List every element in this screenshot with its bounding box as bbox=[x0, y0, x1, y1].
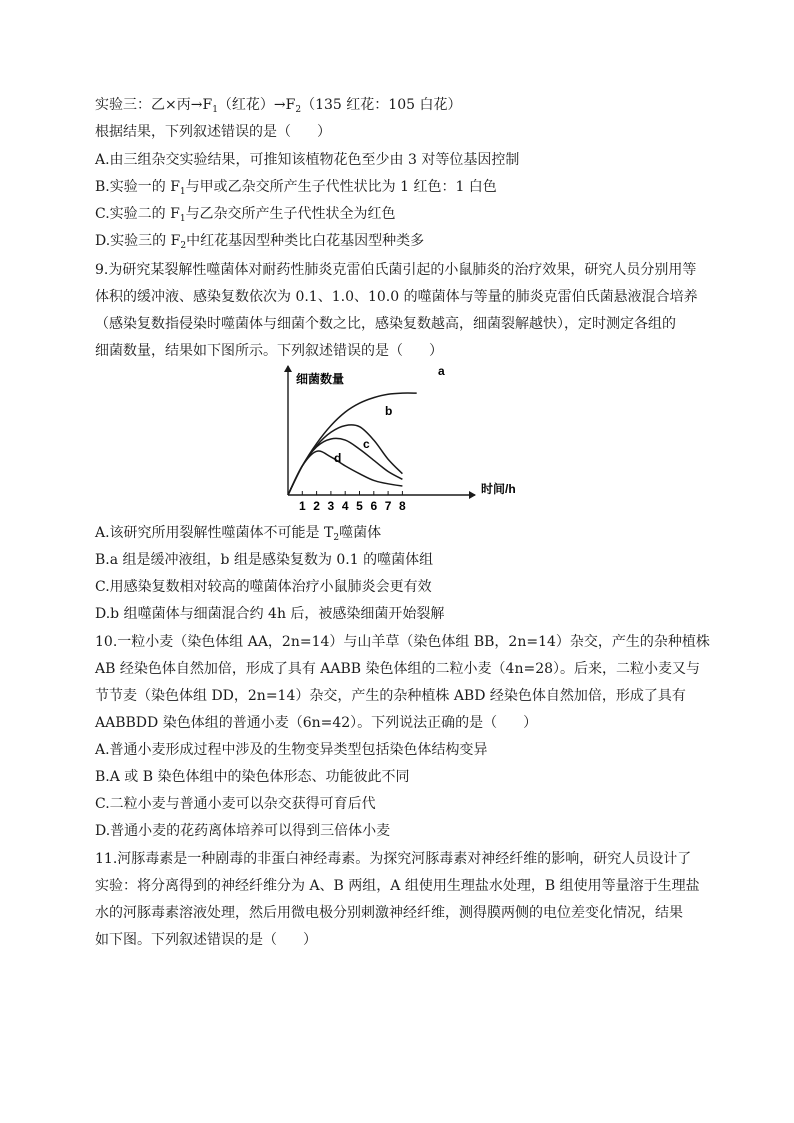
q8-stem-end: ） bbox=[317, 124, 331, 140]
q10-line-4 bbox=[95, 713, 705, 733]
x-tick-label-8: 8 bbox=[399, 499, 406, 513]
q9-a-pre: A.该研究所用裂解性噬菌体不可能是 T bbox=[95, 525, 334, 541]
exp3-end: （135 红花：105 白花） bbox=[301, 97, 462, 113]
x-axis-label: 时间/h bbox=[481, 482, 516, 496]
q8-c-post: 与乙杂交所产生子代性状全为红色 bbox=[185, 206, 396, 222]
q10-option-b: B.A 或 B 染色体组中的染色体形态、功能彼此不同 bbox=[95, 769, 410, 785]
q8-b-sub: 1 bbox=[179, 187, 186, 197]
x-tick-label-7: 7 bbox=[384, 499, 392, 513]
q8-stem-text: 根据结果，下列叙述错误的是（ bbox=[95, 124, 291, 140]
q8-d-sub: 2 bbox=[180, 241, 187, 251]
x-tick-label-1: 1 bbox=[298, 499, 306, 513]
series-label-a: a bbox=[438, 364, 445, 378]
q11-line-1: 11.河豚毒素是一种剧毒的非蛋白神经毒素。为探究河豚毒素对神经纤维的影响，研究人员设计了 bbox=[95, 851, 692, 867]
q11-line-3: 水的河豚毒素溶液处理，然后用微电极分别刺激神经纤维，测得膜两侧的电位差变化情况，结果 bbox=[95, 905, 683, 921]
q11-l4-text: 如下图。下列叙述错误的是（ bbox=[95, 932, 277, 948]
q9-a-post: 噬菌体 bbox=[339, 525, 382, 541]
q11-line-4 bbox=[95, 930, 705, 950]
q9-l4-text: 细菌数量，结果如下图所示。下列叙述错误的是（ bbox=[95, 343, 403, 359]
q10-l4-text: AABBDD 染色体组的普通小麦（6n=42）。下列说法正确的是（ bbox=[95, 715, 498, 731]
x-ticks bbox=[299, 491, 406, 513]
q10-l4-end: ） bbox=[523, 715, 538, 731]
q11-l4-end: ） bbox=[303, 932, 317, 948]
q8-stem bbox=[95, 122, 705, 142]
exp3-label: 实验三：乙×丙→F bbox=[95, 97, 213, 113]
exp3-mid: （红花）→F bbox=[217, 97, 296, 113]
bacteria-count-chart bbox=[275, 362, 516, 513]
chart-svg bbox=[275, 362, 516, 513]
q10-option-c: C.二粒小麦与普通小麦可以杂交获得可育后代 bbox=[95, 796, 376, 812]
q9-line-2: 体积的缓冲液、感染复数依次为 0.1、1.0、10.0 的噬菌体与等量的肺炎克雷伯氏菌悬液混合培养 bbox=[95, 289, 698, 305]
q9-option-c: C.用感染复数相对较高的噬菌体治疗小鼠肺炎会更有效 bbox=[95, 579, 432, 595]
q8-b-pre: B.实验一的 F bbox=[95, 179, 180, 195]
q8-c-pre: C.实验二的 F bbox=[95, 206, 180, 222]
q10-line-2: AB 经染色体自然加倍，形成了具有 AABB 染色体组的二粒小麦（4n=28）。后来，二粒小麦又与 bbox=[95, 661, 701, 677]
q9-line-4 bbox=[95, 341, 705, 361]
q10-line-3: 节节麦（染色体组 DD，2n=14）杂交，产生的杂种植株 ABD 经染色体自然加倍，形成了具有 bbox=[95, 688, 686, 704]
q10-option-d: D.普通小麦的花药离体培养可以得到三倍体小麦 bbox=[95, 823, 391, 839]
series-label-c: c bbox=[363, 437, 370, 451]
sub-2: 2 bbox=[295, 105, 302, 115]
q8-option-a: A.由三组杂交实验结果，可推知该植物花色至少由 3 对等位基因控制 bbox=[95, 152, 520, 168]
x-tick-label-3: 3 bbox=[327, 499, 335, 513]
q9-option-d: D.b 组噬菌体与细菌混合约 4h 后，被感染细菌开始裂解 bbox=[95, 606, 445, 622]
q11-line-2: 实验：将分离得到的神经纤维分为 A、B 两组，A 组使用生理盐水处理，B 组使用等量溶于生理盐 bbox=[95, 878, 700, 894]
x-tick-label-2: 2 bbox=[313, 499, 320, 513]
q8-option-d bbox=[95, 231, 705, 251]
x-tick-label-6: 6 bbox=[370, 499, 378, 513]
q8-b-post: 与甲或乙杂交所产生子代性状比为 1 红色：1 白色 bbox=[185, 179, 497, 195]
q8-d-pre: D.实验三的 F bbox=[95, 233, 181, 249]
series-line-d bbox=[288, 451, 402, 495]
series-lines bbox=[288, 393, 417, 495]
q9-option-b: B.a 组是缓冲液组，b 组是感染复数为 0.1 的噬菌体组 bbox=[95, 552, 434, 568]
q8-c-sub: 1 bbox=[179, 214, 186, 224]
sub-1: 1 bbox=[212, 105, 218, 115]
q8-option-c bbox=[95, 204, 705, 224]
experiment-3-line bbox=[95, 95, 705, 115]
q9-line-1: 9.为研究某裂解性噬菌体对耐药性肺炎克雷伯氏菌引起的小鼠肺炎的治疗效果，研究人员分别用等 bbox=[95, 262, 697, 278]
series-label-d: d bbox=[334, 451, 342, 465]
series-label-b: b bbox=[385, 404, 393, 418]
q8-d-post: 中红花基因型种类比白花基因型种类多 bbox=[186, 233, 425, 249]
q9-line-3: （感染复数指侵染时噬菌体与细菌个数之比，感染复数越高，细菌裂解越快），定时测定各组的 bbox=[95, 316, 676, 332]
series-labels bbox=[334, 364, 445, 465]
x-tick-label-5: 5 bbox=[356, 499, 363, 513]
y-axis-label: 细菌数量 bbox=[296, 372, 345, 386]
q9-option-a bbox=[95, 523, 705, 543]
q9-a-sub: 2 bbox=[333, 533, 340, 543]
x-tick-label-4: 4 bbox=[341, 499, 349, 513]
q10-option-a: A.普通小麦形成过程中涉及的生物变异类型包括染色体结构变异 bbox=[95, 742, 488, 758]
q8-option-b bbox=[95, 177, 705, 197]
q9-l4-end: ） bbox=[429, 343, 443, 359]
q10-line-1: 10.一粒小麦（染色体组 AA，2n=14）与山羊草（染色体组 BB，2n=14）杂交，产生的杂种植株 bbox=[95, 634, 710, 650]
